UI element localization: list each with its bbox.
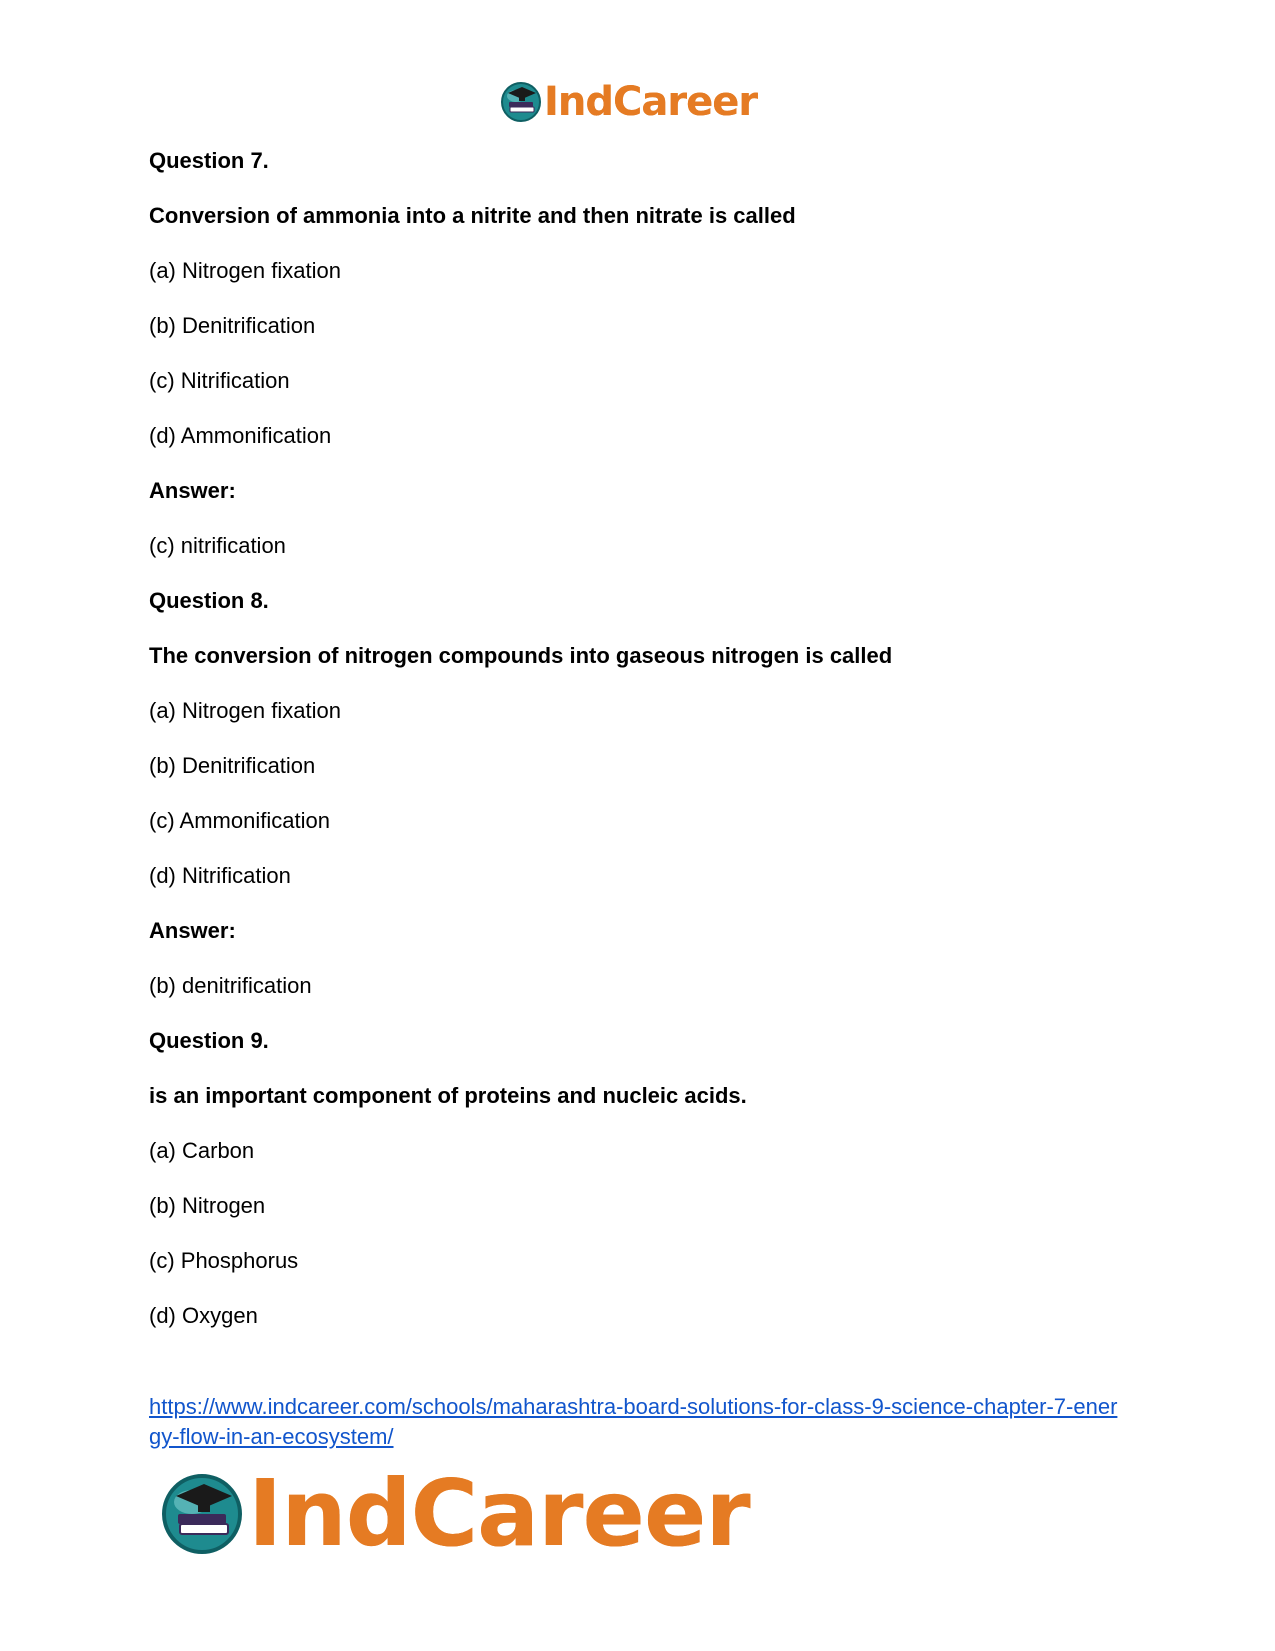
option-item: (a) Nitrogen fixation bbox=[149, 258, 341, 283]
source-link[interactable]: https://www.indcareer.com/schools/maharashtra-board-solutions-for-class-9-science-chapter-7-energy-flow-in-an-ecosystem/ bbox=[149, 1394, 1118, 1449]
question-label: Question 9. bbox=[149, 1028, 269, 1053]
answer-label: Answer: bbox=[149, 478, 236, 503]
option-item: (d) Nitrification bbox=[149, 863, 291, 888]
question-block-9 bbox=[149, 1026, 1149, 1331]
question-label: Question 8. bbox=[149, 588, 269, 613]
question-label: Question 7. bbox=[149, 148, 269, 173]
option-item: (a) Nitrogen fixation bbox=[149, 698, 341, 723]
answer-text: (b) denitrification bbox=[149, 973, 312, 998]
question-block-7 bbox=[149, 146, 1149, 561]
question-prompt: The conversion of nitrogen compounds into gaseous nitrogen is called bbox=[149, 643, 893, 668]
option-item: (d) Oxygen bbox=[149, 1303, 258, 1328]
question-prompt: is an important component of proteins and nucleic acids. bbox=[149, 1083, 747, 1108]
graduation-cap-book-globe-icon bbox=[160, 1472, 244, 1556]
footer-logo bbox=[160, 1460, 750, 1567]
answer-label: Answer: bbox=[149, 918, 236, 943]
option-item: (c) Nitrification bbox=[149, 368, 290, 393]
questions-content bbox=[149, 146, 1149, 1356]
option-item: (a) Carbon bbox=[149, 1138, 255, 1163]
option-item: (b) Nitrogen bbox=[149, 1193, 266, 1218]
option-item: (d) Ammonification bbox=[149, 423, 332, 448]
logo-wordmark: IndCareer bbox=[544, 79, 758, 125]
option-item: (c) Ammonification bbox=[149, 808, 330, 833]
logo-wordmark: IndCareer bbox=[248, 1460, 750, 1567]
question-prompt: Conversion of ammonia into a nitrite and then nitrate is called bbox=[149, 203, 796, 228]
answer-text: (c) nitrification bbox=[149, 533, 286, 558]
option-item: (b) Denitrification bbox=[149, 753, 316, 778]
option-item: (c) Phosphorus bbox=[149, 1248, 299, 1273]
graduation-cap-book-globe-icon bbox=[500, 81, 542, 123]
option-item: (b) Denitrification bbox=[149, 313, 316, 338]
header-logo bbox=[500, 78, 757, 126]
question-block-8 bbox=[149, 586, 1149, 1001]
